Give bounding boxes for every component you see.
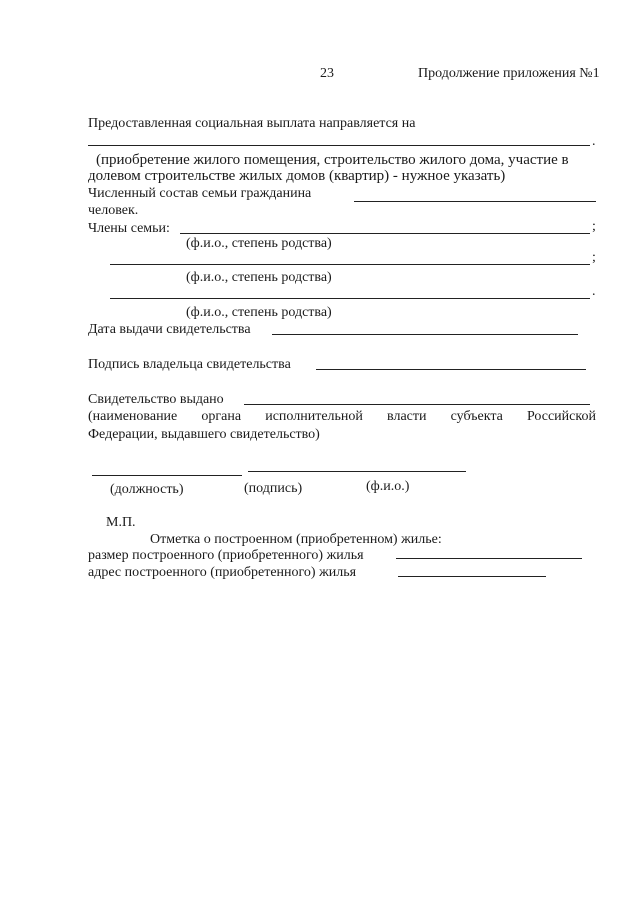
authority-word: Российской bbox=[526, 409, 596, 424]
family-member-line-2[interactable] bbox=[110, 264, 590, 265]
authority-word: исполнительной bbox=[265, 409, 363, 424]
issued-by-label: Свидетельство выдано bbox=[88, 392, 224, 407]
payment-blank-line[interactable] bbox=[88, 145, 590, 146]
family-member-punct-1: ; bbox=[592, 219, 596, 234]
housing-address-line[interactable] bbox=[398, 576, 546, 577]
issue-date-line[interactable] bbox=[272, 334, 578, 335]
housing-size-label: размер построенного (приобретенного) жилья bbox=[88, 548, 364, 563]
housing-size-line[interactable] bbox=[396, 558, 582, 559]
family-member-punct-2: ; bbox=[592, 250, 596, 265]
family-member-line-3[interactable] bbox=[110, 298, 590, 299]
family-count-label: Численный состав семьи гражданина bbox=[88, 186, 312, 201]
housing-title: Отметка о построенном (приобретенном) жилье: bbox=[150, 532, 442, 547]
authority-word: субъекта bbox=[450, 409, 503, 424]
family-count-unit: человек. bbox=[88, 203, 139, 218]
authority-word: власти bbox=[387, 409, 427, 424]
payment-note-line2: долевом строительстве жилых домов (квартир) - нужное указать) bbox=[88, 168, 506, 184]
housing-address-label: адрес построенного (приобретенного) жилья bbox=[88, 565, 357, 580]
family-member-caption-1: (ф.и.о., степень родства) bbox=[186, 236, 332, 251]
family-member-line-1[interactable] bbox=[180, 233, 590, 234]
authority-word: органа bbox=[201, 409, 242, 424]
stamp-label: М.П. bbox=[106, 515, 136, 530]
family-members-label: Члены семьи: bbox=[88, 221, 170, 236]
authority-word: (наименование bbox=[88, 409, 178, 424]
family-count-line[interactable] bbox=[354, 201, 596, 202]
family-member-caption-3: (ф.и.о., степень родства) bbox=[186, 305, 332, 320]
position-caption: (должность) bbox=[110, 482, 184, 497]
issued-by-line[interactable] bbox=[244, 404, 590, 405]
payment-end-punct: . bbox=[592, 134, 596, 149]
continuation-note: Продолжение приложения №1 bbox=[418, 66, 600, 81]
authority-caption-line2: Федерации, выдавшего свидетельство) bbox=[88, 427, 320, 442]
signature-caption: (подпись) bbox=[244, 481, 303, 496]
family-member-punct-3: . bbox=[592, 284, 596, 299]
authority-caption-line1 bbox=[88, 409, 596, 425]
signature-name-line[interactable] bbox=[248, 471, 466, 472]
page-number: 23 bbox=[320, 66, 334, 81]
payment-note-line1: (приобретение жилого помещения, строительство жилого дома, участие в bbox=[96, 152, 569, 168]
position-line[interactable] bbox=[92, 475, 242, 476]
family-member-caption-2: (ф.и.о., степень родства) bbox=[186, 270, 332, 285]
payment-label: Предоставленная социальная выплата направляется на bbox=[88, 116, 416, 131]
name-caption: (ф.и.о.) bbox=[366, 479, 410, 494]
owner-signature-label: Подпись владельца свидетельства bbox=[88, 357, 291, 372]
owner-signature-line[interactable] bbox=[316, 369, 586, 370]
issue-date-label: Дата выдачи свидетельства bbox=[88, 322, 251, 337]
